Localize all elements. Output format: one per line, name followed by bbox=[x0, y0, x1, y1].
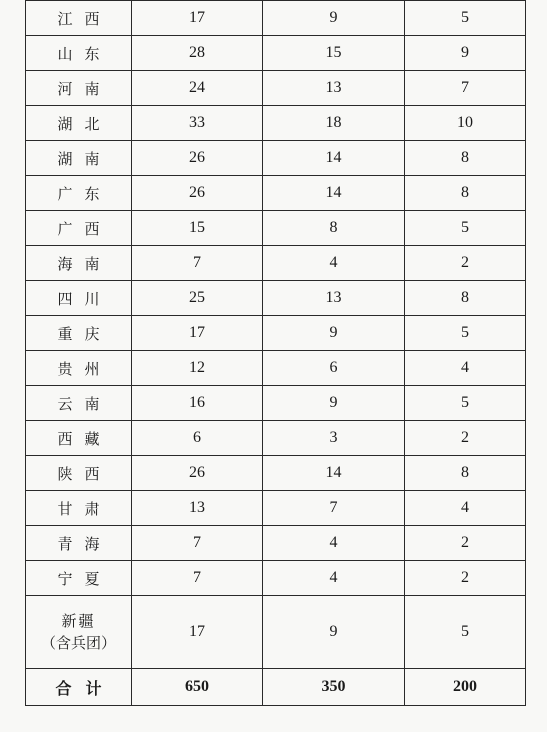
province-cell: 海南 bbox=[26, 246, 132, 281]
column-b-cell: 9 bbox=[405, 36, 526, 71]
column-b-cell: 2 bbox=[405, 246, 526, 281]
province-cell: 云南 bbox=[26, 386, 132, 421]
table-row bbox=[26, 421, 526, 456]
column-a-cell: 6 bbox=[263, 351, 405, 386]
column-b-cell: 4 bbox=[405, 491, 526, 526]
column-b-cell: 2 bbox=[405, 421, 526, 456]
table-row bbox=[26, 1, 526, 36]
column-b-cell: 7 bbox=[405, 71, 526, 106]
column-b-cell: 2 bbox=[405, 526, 526, 561]
table-row bbox=[26, 211, 526, 246]
province-cell: 西藏 bbox=[26, 421, 132, 456]
table-row bbox=[26, 386, 526, 421]
column-b-cell: 5 bbox=[405, 1, 526, 36]
table-row bbox=[26, 106, 526, 141]
total-cell: 25 bbox=[132, 281, 263, 316]
total-cell: 16 bbox=[132, 386, 263, 421]
column-a-cell: 14 bbox=[263, 176, 405, 211]
province-name-line: 新疆 bbox=[61, 612, 96, 630]
province-cell: 甘肃 bbox=[26, 491, 132, 526]
column-a-cell: 14 bbox=[263, 141, 405, 176]
column-a-cell: 9 bbox=[263, 316, 405, 351]
total-cell: 26 bbox=[132, 176, 263, 211]
column-a-cell: 3 bbox=[263, 421, 405, 456]
column-b-total-cell: 200 bbox=[405, 669, 526, 706]
column-a-cell: 4 bbox=[263, 246, 405, 281]
total-cell: 6 bbox=[132, 421, 263, 456]
quota-table-body bbox=[26, 1, 526, 706]
column-a-cell: 9 bbox=[263, 1, 405, 36]
column-b-cell: 8 bbox=[405, 456, 526, 491]
province-cell: 山东 bbox=[26, 36, 132, 71]
total-cell: 26 bbox=[132, 456, 263, 491]
table-row bbox=[26, 316, 526, 351]
quota-table bbox=[25, 0, 526, 706]
column-b-cell: 8 bbox=[405, 141, 526, 176]
province-cell: 青海 bbox=[26, 526, 132, 561]
province-cell: 陕西 bbox=[26, 456, 132, 491]
grand-total-cell: 650 bbox=[132, 669, 263, 706]
table-row-xinjiang bbox=[26, 596, 526, 669]
total-cell: 12 bbox=[132, 351, 263, 386]
province-cell-xinjiang bbox=[26, 596, 132, 669]
column-b-cell: 5 bbox=[405, 386, 526, 421]
column-a-cell: 13 bbox=[263, 71, 405, 106]
total-row-label: 合计 bbox=[26, 669, 132, 706]
total-cell: 33 bbox=[132, 106, 263, 141]
table-row bbox=[26, 351, 526, 386]
province-cell: 四川 bbox=[26, 281, 132, 316]
column-a-cell: 18 bbox=[263, 106, 405, 141]
total-cell: 17 bbox=[132, 1, 263, 36]
column-a-cell: 7 bbox=[263, 491, 405, 526]
total-cell: 17 bbox=[132, 316, 263, 351]
total-cell: 28 bbox=[132, 36, 263, 71]
column-a-cell: 8 bbox=[263, 211, 405, 246]
column-a-cell: 9 bbox=[263, 386, 405, 421]
province-note-line: （含兵团） bbox=[40, 634, 116, 652]
province-cell: 广东 bbox=[26, 176, 132, 211]
province-cell: 湖北 bbox=[26, 106, 132, 141]
province-cell: 湖南 bbox=[26, 141, 132, 176]
column-a-cell: 14 bbox=[263, 456, 405, 491]
total-cell: 7 bbox=[132, 246, 263, 281]
table-row bbox=[26, 141, 526, 176]
table-row bbox=[26, 491, 526, 526]
total-cell: 15 bbox=[132, 211, 263, 246]
column-b-cell: 8 bbox=[405, 176, 526, 211]
total-cell: 26 bbox=[132, 141, 263, 176]
table-row bbox=[26, 36, 526, 71]
table-row bbox=[26, 176, 526, 211]
column-a-cell: 9 bbox=[263, 596, 405, 669]
total-cell: 7 bbox=[132, 561, 263, 596]
total-cell: 24 bbox=[132, 71, 263, 106]
table-row bbox=[26, 246, 526, 281]
total-cell: 7 bbox=[132, 526, 263, 561]
column-b-cell: 5 bbox=[405, 211, 526, 246]
column-b-cell: 4 bbox=[405, 351, 526, 386]
column-a-cell: 4 bbox=[263, 526, 405, 561]
column-a-total-cell: 350 bbox=[263, 669, 405, 706]
total-row bbox=[26, 669, 526, 706]
province-cell: 河南 bbox=[26, 71, 132, 106]
total-cell: 13 bbox=[132, 491, 263, 526]
column-b-cell: 2 bbox=[405, 561, 526, 596]
table-row bbox=[26, 526, 526, 561]
column-a-cell: 15 bbox=[263, 36, 405, 71]
column-b-cell: 5 bbox=[405, 596, 526, 669]
table-row bbox=[26, 71, 526, 106]
column-b-cell: 5 bbox=[405, 316, 526, 351]
province-cell: 江西 bbox=[26, 1, 132, 36]
province-cell: 贵州 bbox=[26, 351, 132, 386]
column-a-cell: 4 bbox=[263, 561, 405, 596]
column-b-cell: 10 bbox=[405, 106, 526, 141]
table-row bbox=[26, 456, 526, 491]
province-cell: 广西 bbox=[26, 211, 132, 246]
column-a-cell: 13 bbox=[263, 281, 405, 316]
province-cell: 宁夏 bbox=[26, 561, 132, 596]
province-cell: 重庆 bbox=[26, 316, 132, 351]
table-row bbox=[26, 561, 526, 596]
column-b-cell: 8 bbox=[405, 281, 526, 316]
table-row bbox=[26, 281, 526, 316]
total-cell: 17 bbox=[132, 596, 263, 669]
